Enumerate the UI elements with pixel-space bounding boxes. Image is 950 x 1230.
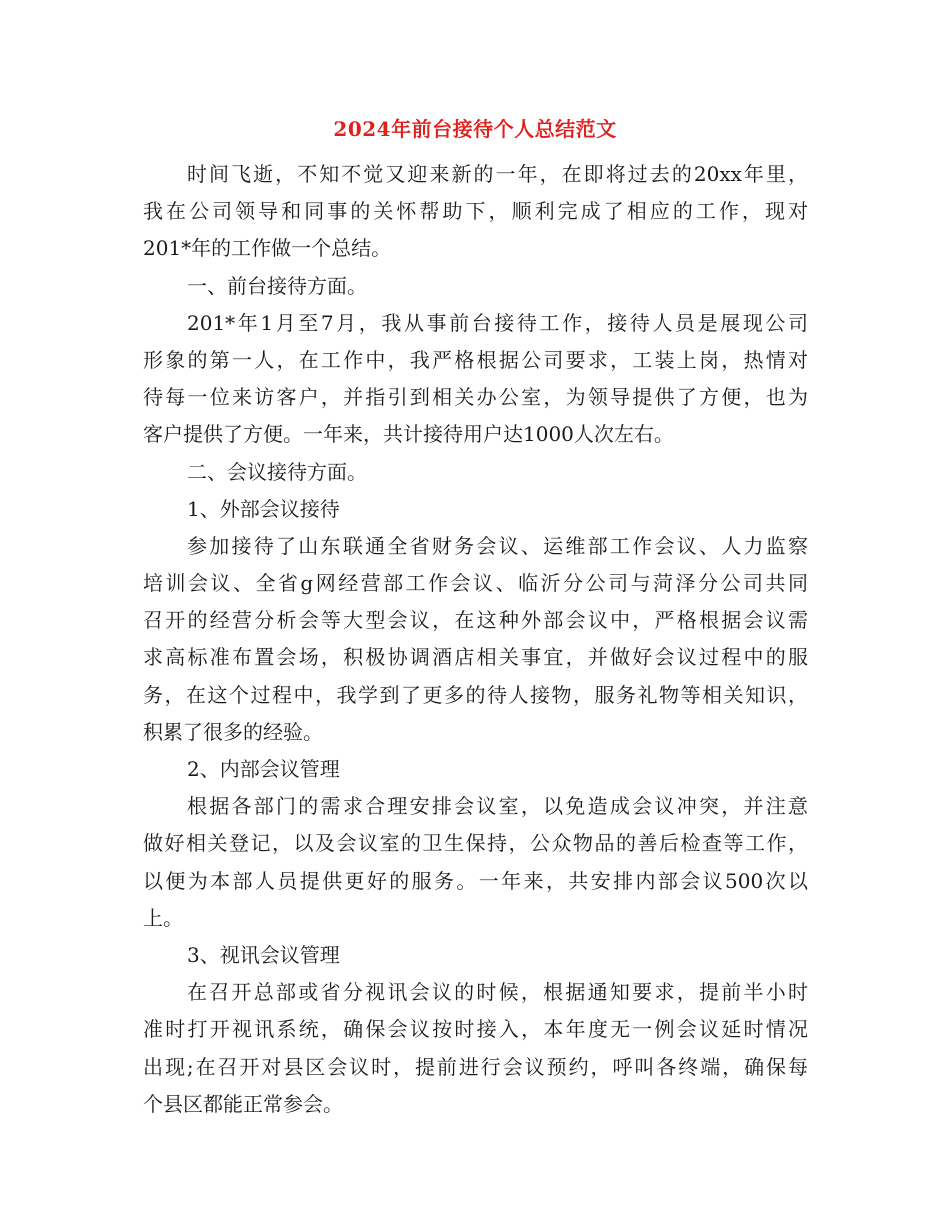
- section-heading: 一、前台接待方面。: [187, 273, 367, 298]
- paragraph-line: 201*年1月至7月，我从事前台接待工作，接待人员是展现公司: [187, 310, 808, 335]
- paragraph-line: 上。: [143, 905, 183, 930]
- paragraph-line: 在召开总部或省分视讯会议的时候，根据通知要求，提前半小时: [187, 980, 808, 1005]
- paragraph-line: 务，在这个过程中，我学到了更多的待人接物，服务礼物等相关知识，: [143, 682, 808, 707]
- subsection-heading: 3、视讯会议管理: [187, 942, 340, 967]
- paragraph-line: 积累了很多的经验。: [143, 719, 323, 744]
- paragraph-line: 时间飞逝，不知不觉又迎来新的一年，在即将过去的20xx年里，: [187, 162, 808, 186]
- paragraph-line: 召开的经营分析会等大型会议，在这种外部会议中，严格根据会议需: [143, 608, 808, 633]
- paragraph-line: 我在公司领导和同事的关怀帮助下，顺利完成了相应的工作，现对: [143, 199, 808, 224]
- paragraph-line: 以便为本部人员提供更好的服务。一年来，共安排内部会议500次以: [143, 868, 808, 893]
- paragraph-line: 待每一位来访客户，并指引到相关办公室，为领导提供了方便，也为: [143, 385, 808, 410]
- paragraph-line: 客户提供了方便。一年来，共计接待用户达1000人次左右。: [143, 422, 674, 447]
- paragraph-line: 出现;在召开对县区会议时，提前进行会议预约，呼叫各终端，确保每: [143, 1054, 808, 1079]
- paragraph-line: 个县区都能正常参会。: [143, 1091, 343, 1116]
- paragraph-line: 准时打开视讯系统，确保会议按时接入，本年度无一例会议延时情况: [143, 1017, 808, 1042]
- section-heading: 二、会议接待方面。: [187, 459, 367, 484]
- paragraph-line: 201*年的工作做一个总结。: [143, 236, 392, 261]
- subsection-heading: 2、内部会议管理: [187, 757, 340, 781]
- document-body: [143, 156, 808, 1123]
- paragraph-line: 求高标准布置会场，积极协调酒店相关事宜，并做好会议过程中的服: [143, 645, 808, 670]
- subsection-heading: 1、外部会议接待: [187, 496, 340, 521]
- paragraph-line: 参加接待了山东联通全省财务会议、运维部工作会议、人力监察: [187, 533, 808, 558]
- document-title: 2024年前台接待个人总结范文: [333, 117, 617, 141]
- paragraph-line: 形象的第一人，在工作中，我严格根据公司要求，工装上岗，热情对: [143, 347, 808, 372]
- paragraph-line: 根据各部门的需求合理安排会议室，以免造成会议冲突，并注意: [187, 794, 808, 819]
- paragraph-line: 培训会议、全省g网经营部工作会议、临沂分公司与菏泽分公司共同: [143, 571, 808, 596]
- paragraph-line: 做好相关登记，以及会议室的卫生保持，公众物品的善后检查等工作，: [143, 831, 808, 856]
